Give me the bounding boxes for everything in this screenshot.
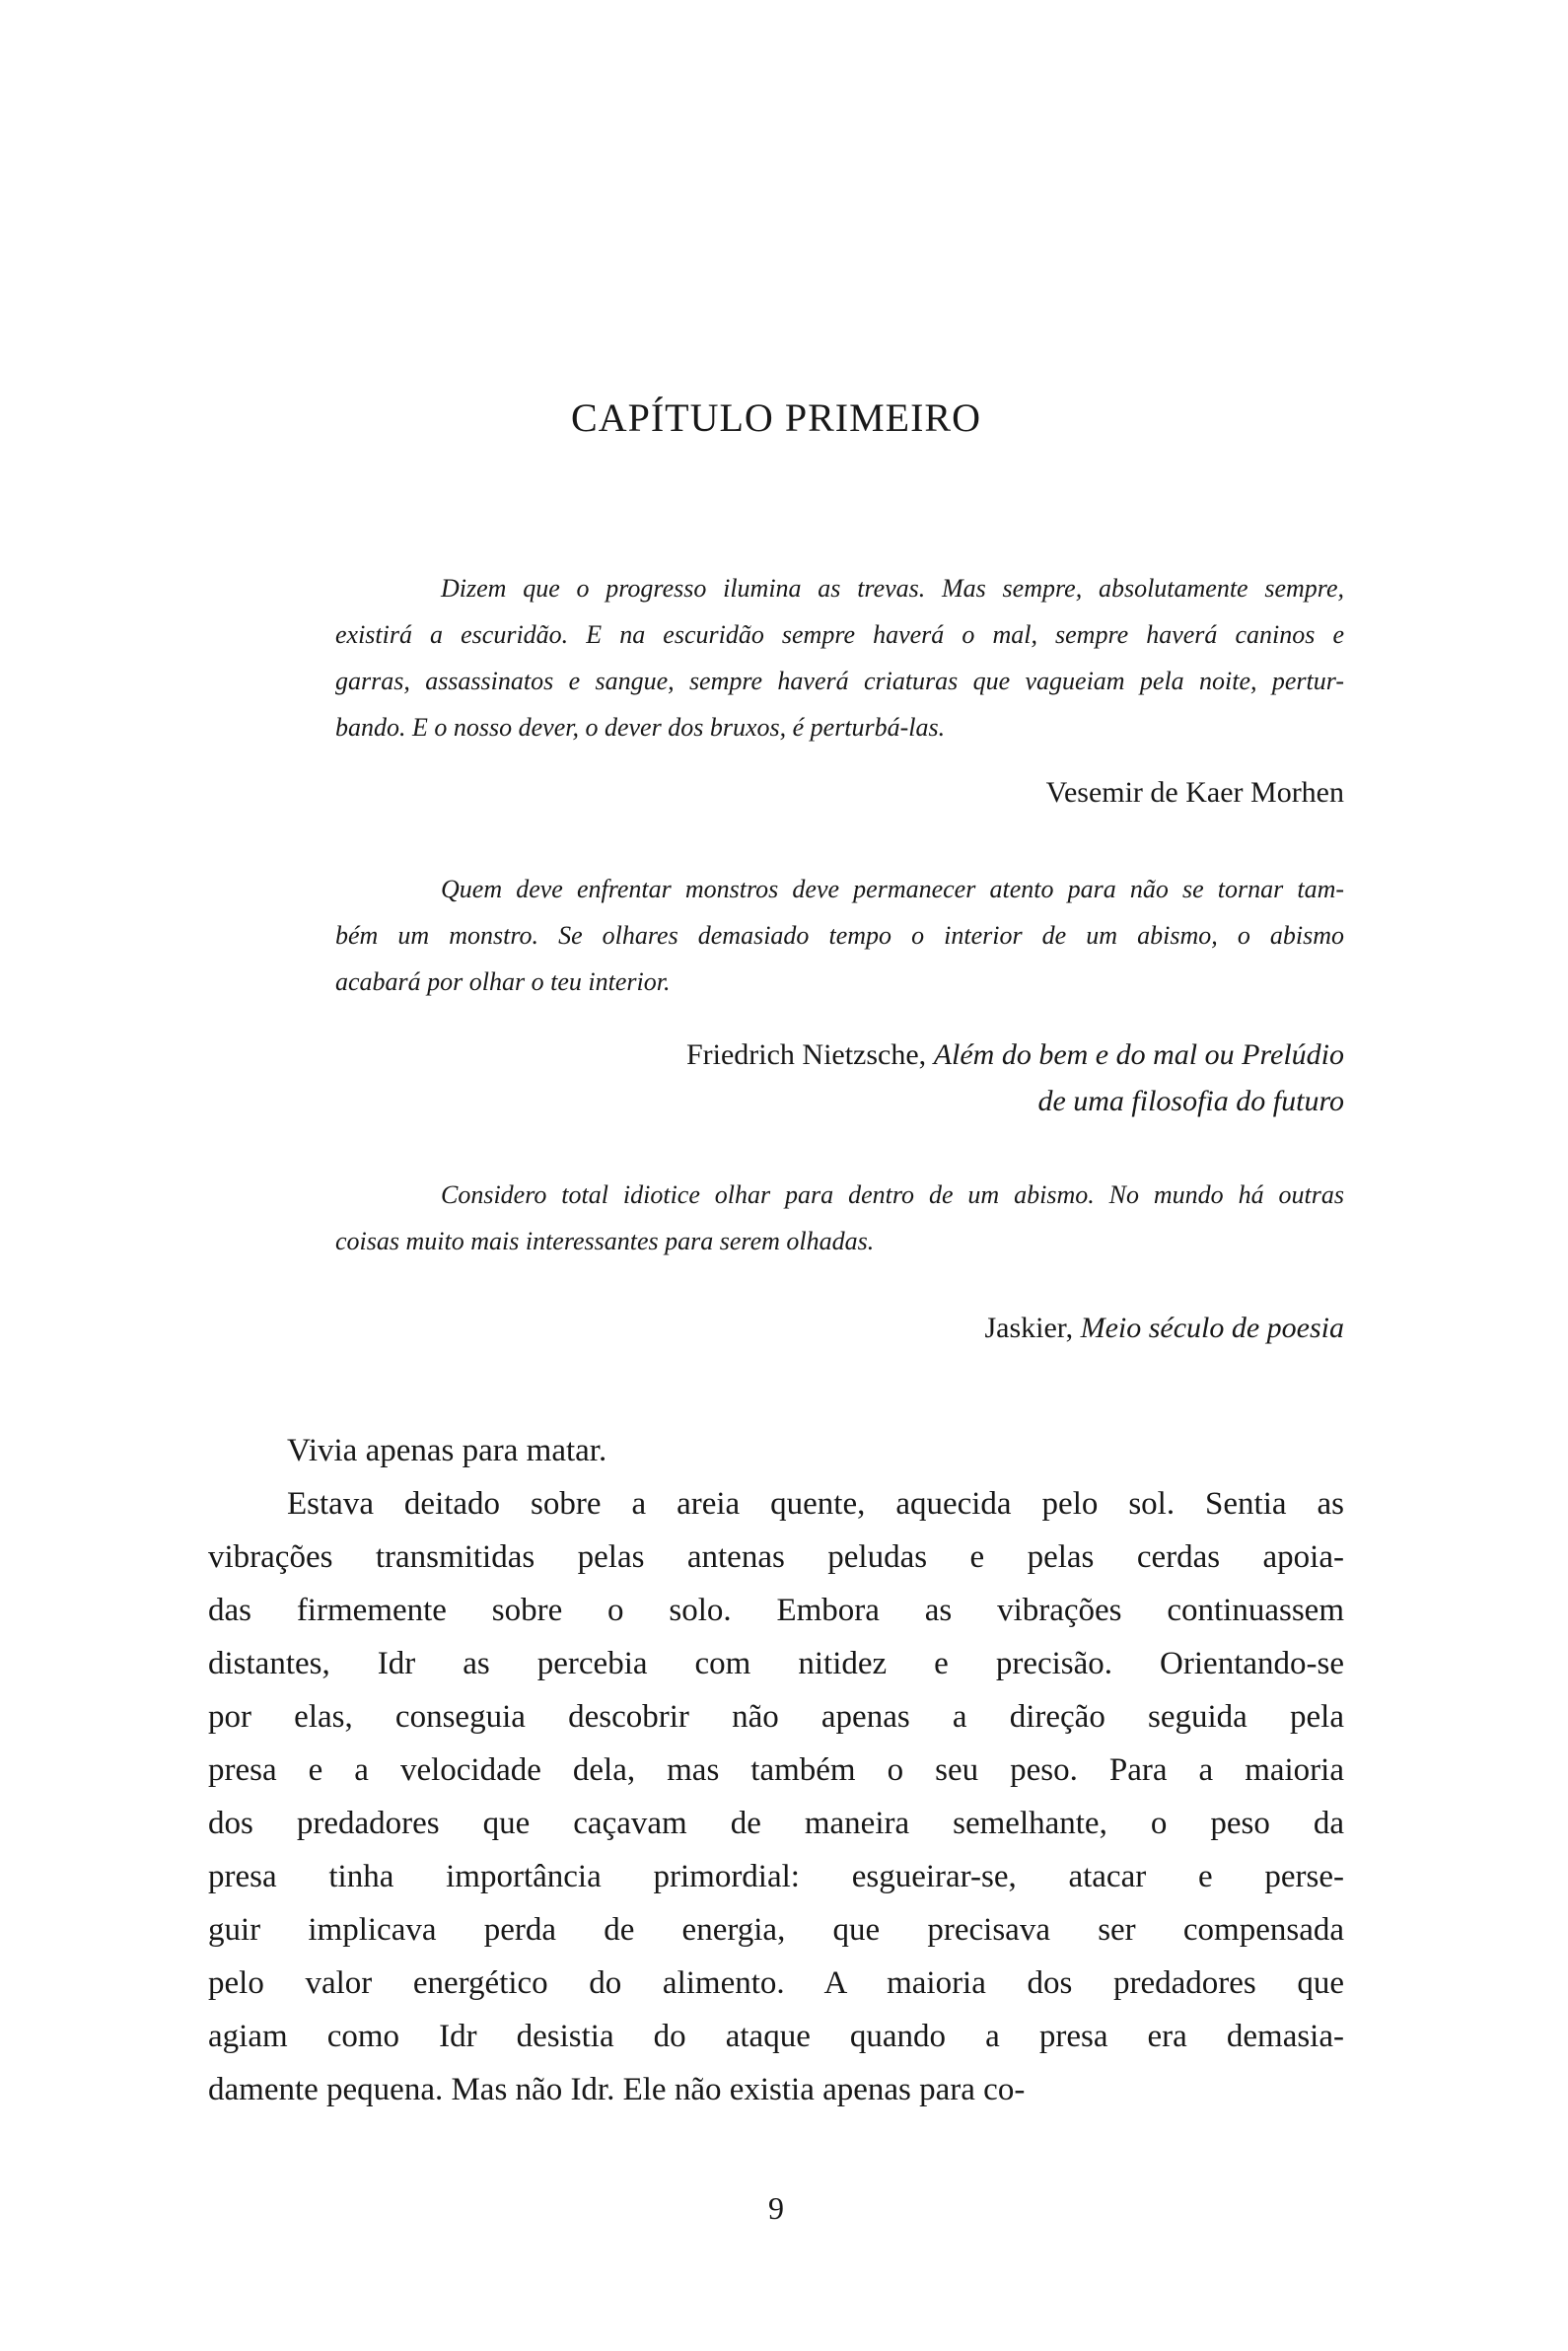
work-title-text: Meio século de poesia bbox=[1080, 1312, 1344, 1344]
text-line bbox=[208, 769, 1344, 816]
work-title-text: de uma filosofia do futuro bbox=[1037, 1085, 1344, 1117]
text-line: agiam como Idr desistia do ataque quando a presa era demasia- bbox=[208, 2019, 1344, 2054]
work-title-text: Além do bem e do mal ou Prelúdio bbox=[933, 1038, 1344, 1071]
text-line: garras, assassinatos e sangue, sempre haverá criaturas que vagueiam pela noite, pertur- bbox=[335, 667, 1344, 695]
text-line: presa tinha importância primordial: esgueirar-se, atacar e perse- bbox=[208, 1859, 1344, 1894]
epigraph-3-attribution bbox=[208, 1305, 1344, 1351]
text-line: Quem deve enfrentar monstros deve permanecer atento para não se tornar tam- bbox=[441, 875, 1344, 903]
body-paragraph-2 bbox=[208, 1477, 1344, 2116]
text-line bbox=[208, 1078, 1344, 1124]
text-line: coisas muito mais interessantes para serem olhadas. bbox=[335, 1227, 875, 1255]
epigraph-1-text bbox=[335, 565, 1344, 750]
text-line: vibrações transmitidas pelas antenas peludas e pelas cerdas apoia- bbox=[208, 1539, 1344, 1575]
attribution-text: Jaskier, bbox=[984, 1312, 1081, 1344]
text-line: presa e a velocidade dela, mas também o seu peso. Para a maioria bbox=[208, 1752, 1344, 1788]
epigraph-3-text bbox=[335, 1172, 1344, 1264]
text-line bbox=[208, 1305, 1344, 1351]
text-block bbox=[208, 0, 1344, 2231]
text-line: por elas, conseguia descobrir não apenas a direção seguida pela bbox=[208, 1699, 1344, 1735]
text-line: Vivia apenas para matar. bbox=[287, 1433, 607, 1468]
text-line: bando. E o nosso dever, o dever dos bruxos, é perturbá-las. bbox=[335, 713, 946, 742]
text-line: Estava deitado sobre a areia quente, aquecida pelo sol. Sentia as bbox=[287, 1486, 1344, 1522]
text-line bbox=[208, 1032, 1344, 1078]
text-line: das firmemente sobre o solo. Embora as vibrações continuassem bbox=[208, 1593, 1344, 1628]
text-line: existirá a escuridão. E na escuridão sempre haverá o mal, sempre haverá caninos e bbox=[335, 620, 1344, 649]
text-line: acabará por olhar o teu interior. bbox=[335, 967, 671, 996]
text-line: distantes, Idr as percebia com nitidez e precisão. Orientando-se bbox=[208, 1646, 1344, 1681]
text-line: pelo valor energético do alimento. A maioria dos predadores que bbox=[208, 1965, 1344, 2001]
body-paragraph-1 bbox=[208, 1424, 1344, 1477]
chapter-title: CAPÍTULO PRIMEIRO bbox=[571, 395, 981, 440]
epigraph-2-attribution bbox=[208, 1032, 1344, 1124]
text-line: guir implicava perda de energia, que precisava ser compensada bbox=[208, 1912, 1344, 1948]
text-line: damente pequena. Mas não Idr. Ele não existia apenas para co- bbox=[208, 2072, 1026, 2107]
text-line: Dizem que o progresso ilumina as trevas. Mas sempre, absolutamente sempre, bbox=[441, 574, 1344, 603]
text-line: Considero total idiotice olhar para dentro de um abismo. No mundo há outras bbox=[441, 1180, 1344, 1209]
attribution-text: Friedrich Nietzsche, bbox=[685, 1038, 934, 1071]
page-number: 9 bbox=[768, 2190, 784, 2226]
attribution-text: Vesemir de Kaer Morhen bbox=[1045, 776, 1344, 809]
epigraph-2-text bbox=[335, 866, 1344, 1005]
text-line: bém um monstro. Se olhares demasiado tempo o interior de um abismo, o abismo bbox=[335, 921, 1344, 950]
text-line: dos predadores que caçavam de maneira semelhante, o peso da bbox=[208, 1806, 1344, 1841]
epigraph-1-attribution bbox=[208, 769, 1344, 816]
